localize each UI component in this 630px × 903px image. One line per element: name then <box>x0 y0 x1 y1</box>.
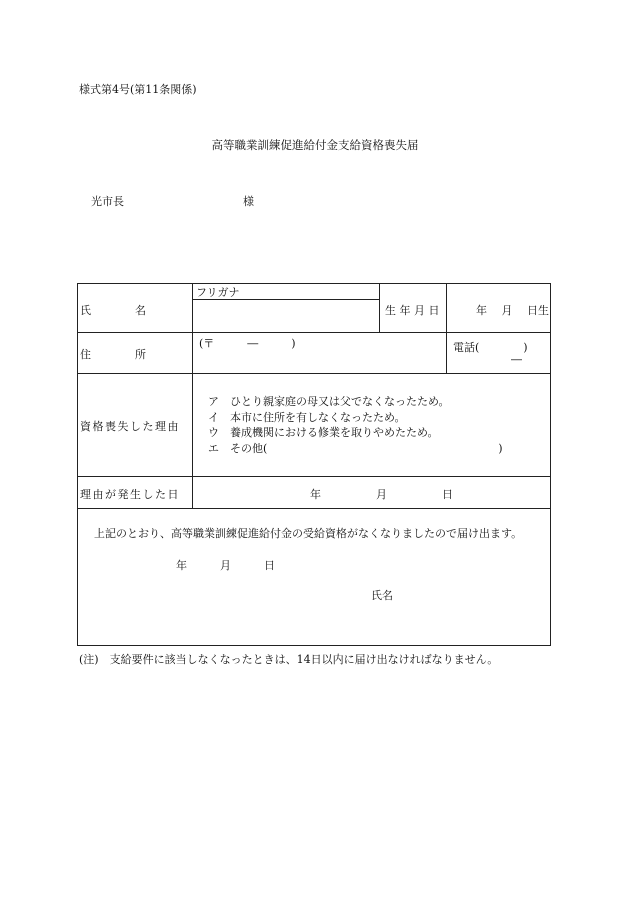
reason-option-i[interactable]: イ 本市に住所を有しなくなったため。 <box>208 410 406 424</box>
name-field[interactable] <box>192 300 379 332</box>
birth-label-divider <box>379 283 380 332</box>
reason-option-a[interactable]: ア ひとり親家庭の母又は父でなくなったため。 <box>208 395 450 408</box>
birth-date-field[interactable]: 年 月 日生 <box>476 304 549 317</box>
birth-date-label: 生 年 月 日 <box>385 304 440 317</box>
table-top-border <box>77 283 551 284</box>
declaration-date-field[interactable]: 年 月 日 <box>176 559 275 572</box>
row-divider-name <box>77 332 551 333</box>
furigana-label: フリガナ <box>196 286 240 299</box>
phone-dash: ― <box>511 353 522 366</box>
name-label: 氏 名 <box>80 304 146 317</box>
declaration-statement: 上記のとおり、高等職業訓練促進給付金の受給資格がなくなりましたので届け出ます。 <box>94 527 523 540</box>
table-bottom-border <box>77 645 551 646</box>
document-title: 高等職業訓練促進給付金支給資格喪失届 <box>211 138 419 152</box>
table-right-border <box>550 283 551 646</box>
table-left-border <box>77 283 78 646</box>
address-label: 住 所 <box>80 348 146 361</box>
occurrence-date-field[interactable]: 年 月 日 <box>310 488 453 501</box>
form-number: 様式第4号(第11条関係) <box>79 83 197 96</box>
reason-option-u[interactable]: ウ 養成機関における修業を取りやめたため。 <box>208 426 439 439</box>
row-divider-date <box>77 508 551 509</box>
honorific: 様 <box>243 195 254 208</box>
reason-label: 資格喪失した理由 <box>80 420 180 433</box>
reason-option-e[interactable]: エ その他( ) <box>208 441 503 455</box>
birth-value-divider <box>446 283 447 373</box>
row-divider-address <box>77 373 551 374</box>
addressee: 光市長 <box>91 195 124 208</box>
footnote: (注) 支給要件に該当しなくなったときは、14日以内に届け出なければなりません。 <box>79 653 499 666</box>
postal-code-field[interactable]: (〒 ― ) <box>199 337 296 350</box>
phone-field[interactable]: 電話( ) <box>453 341 528 354</box>
date-label: 理由が発生した日 <box>80 488 180 501</box>
row-divider-reason <box>77 476 551 477</box>
signature-label: 氏名 <box>371 589 393 602</box>
reason-list <box>208 394 503 456</box>
